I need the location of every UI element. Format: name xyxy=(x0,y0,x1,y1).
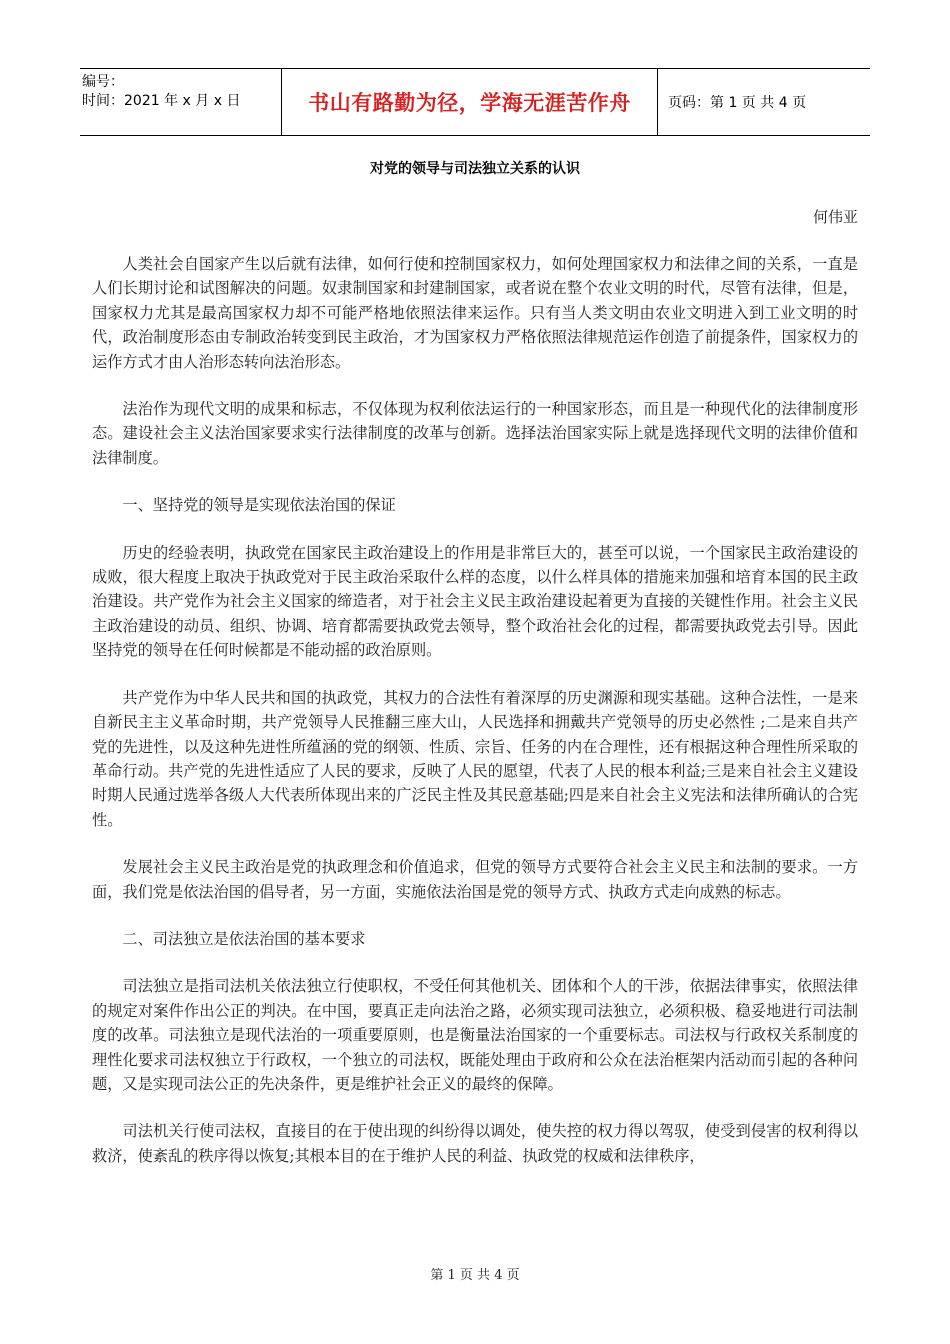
document-header-table xyxy=(80,68,870,136)
page-label: 页码：第 1 页 共 4 页 xyxy=(668,95,807,111)
paragraph: 司法独立是指司法机关依法独立行使职权，不受任何其他机关、团体和个人的干涉，依据法律事实，依照法律的规定对案件作出公正的判决。在中国，要真正走向法治之路，必须实现司法独立，必须积极、稳妥地进行司法制度的改革。司法独立是现代法治的一项重要原则，也是衡量法治国家的一个重要标志。司法权与行政权关系制度的理性化要求司法权独立于行政权，一个独立的司法权，既能处理由于政府和公众在法治框架内活动而引起的各种问题，又是实现司法公正的先决条件，更是维护社会正义的最终的保障。 xyxy=(92,977,858,1093)
header-meta-cell xyxy=(80,69,282,135)
section-heading: 一、坚持党的领导是实现依法治国的保证 xyxy=(122,496,396,515)
paragraph: 历史的经验表明，执政党在国家民主政治建设上的作用是非常巨大的，甚至可以说，一个国家民主政治建设的成败，很大程度上取决于执政党对于民主政治采取什么样的态度，以什么样具体的措施来加强和培育本国的民主政治建设。共产党作为社会主义国家的缔造者，对于社会主义民主政治建设起着更为直接的关键性作用。社会主义民主政治建设的动员、组织、协调、培育都需要执政党去领导，整个政治社会化的过程，都需要执政党去引导。因此坚持党的领导在任何时候都是不能动摇的政治原则。 xyxy=(92,543,858,660)
paragraph: 发展社会主义民主政治是党的执政理念和价值追求，但党的领导方式要符合社会主义民主和法制的要求。一方面，我们党是依法治国的倡导者，另一方面，实施依法治国是党的领导方式、执政方式走向成熟的标志。 xyxy=(92,858,858,901)
page-info-cell xyxy=(658,69,870,135)
author-name: 何伟亚 xyxy=(812,208,858,226)
paragraph: 人类社会自国家产生以后就有法律，如何行使和控制国家权力，如何处理国家权力和法律之间的关系，一直是人们长期讨论和试图解决的问题。奴隶制国家和封建制国家，或者说在整个农业文明的时代，尽管有法律，但是，国家权力尤其是最高国家权力却不可能严格地依照法律来运作。只有当人类文明由农业文明进入到工业文明的时代，政治制度形态由专制政治转变到民主政治，才为国家权力严格依照法律规范运作创造了前提条件，国家权力的运作方式才由人治形态转向法治形态。 xyxy=(92,255,858,371)
paragraph: 司法机关行使司法权，直接目的在于使出现的纠纷得以调处，使失控的权力得以驾驭，使受到侵害的权利得以救济，使紊乱的秩序得以恢复;其根本目的在于维护人民的利益、执政党的权威和法律秩序， xyxy=(92,1122,858,1165)
paragraph: 共产党作为中华人民共和国的执政党，其权力的合法性有着深厚的历史渊源和现实基础。这种合法性，一是来自新民主主义革命时期，共产党领导人民推翻三座大山，人民选择和拥戴共产党领导的历史必然性 ;二是来自共产党的先进性，以及这种先进性所蕴涵的党的纲领、性质、宗旨、任务的内在合理性，还有根据这种合理性所采取的革命行动。共产党的先进性适应了人民的要求，反映了人民的愿望，代表了人民的根本利益;三是来自社会主义建设时期人民通过选举各级人大代表所体现出来的广泛民主性及其民意基础;四是来自社会主义宪法和法律所确认的合宪性。 xyxy=(92,688,858,829)
date-label: 时间：2021 年 x 月 x 日 xyxy=(82,93,241,109)
document-body xyxy=(92,252,858,1191)
paragraph: 法治作为现代文明的成果和标志，不仅体现为权利依法运行的一种国家形态，而且是一种现代化的法律制度形态。建设社会主义法治国家要求实行法律制度的改革与创新。选择法治国家实际上就是选择现代文明的法律价值和法律制度。 xyxy=(92,400,858,467)
motto-cell xyxy=(282,69,658,135)
document-title: 对党的领导与司法独立关系的认识 xyxy=(370,161,580,177)
page-footer: 第 1 页 共 4 页 xyxy=(430,1268,520,1283)
section-heading: 二、司法独立是依法治国的基本要求 xyxy=(122,929,366,948)
number-label: 编号： xyxy=(82,74,124,90)
motto-text: 书山有路勤为径，学海无涯苦作舟 xyxy=(308,91,631,115)
